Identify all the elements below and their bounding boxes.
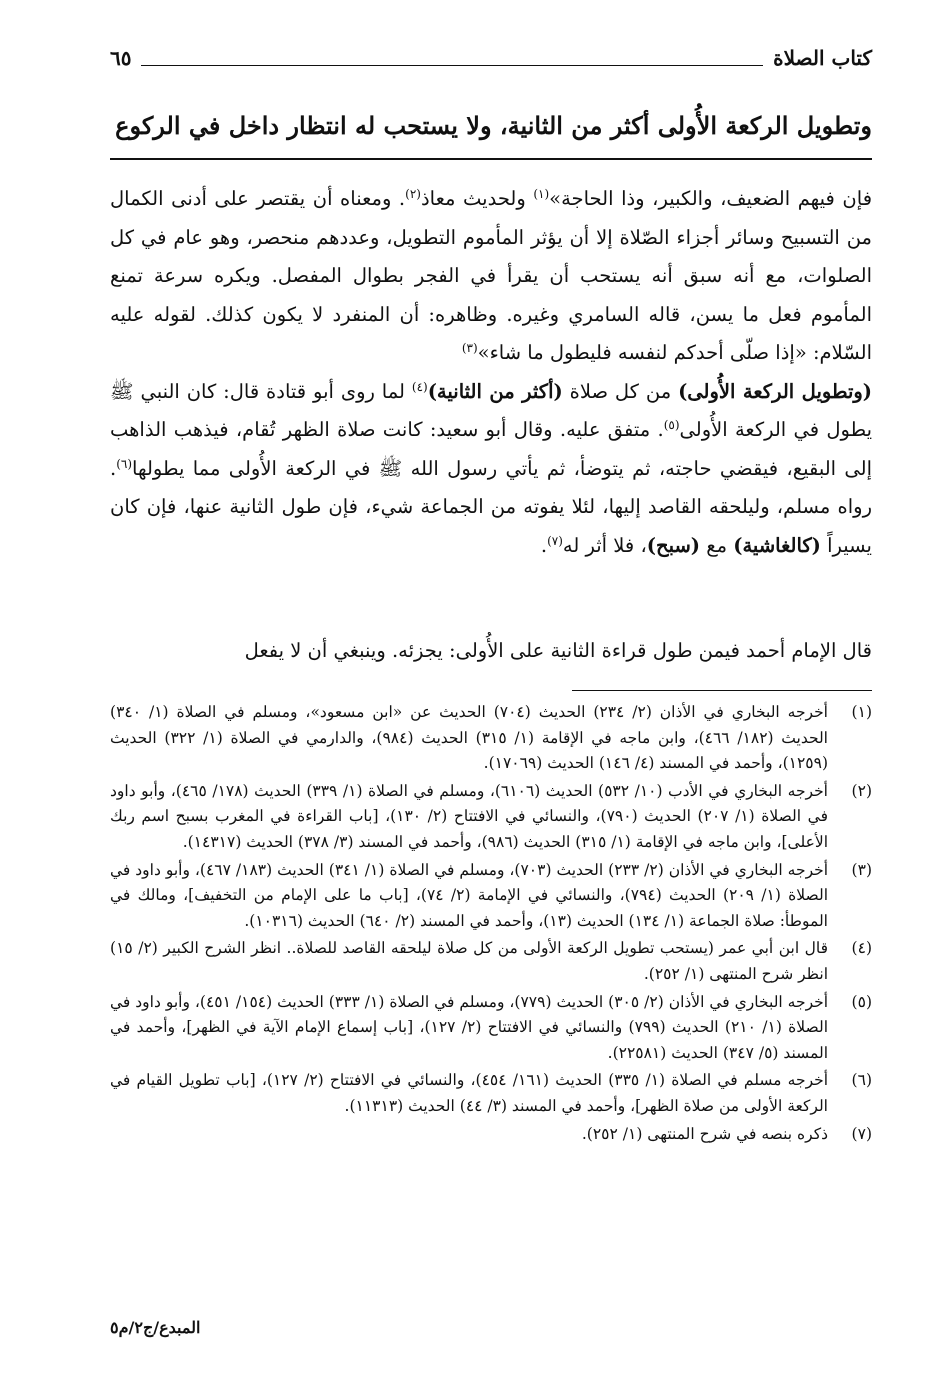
text-run: . متفق عليه. وقال أبو سعيد: كانت صلاة الظهر تُقام، فيذهب الذاهب إلى البقيع، فيقضي حاجته، ثم يتوضأ، ثم يأتي رسول الله ﷺ في الركعة الأُولى مما يطولها <box>110 418 872 480</box>
footnote-number: (٧) <box>851 1124 872 1143</box>
footnote-ref: (٦) <box>116 456 133 471</box>
matn-quote: (سبح) <box>646 533 701 557</box>
matn-quote: (أكثر من الثانية) <box>427 379 563 403</box>
footnote <box>110 1122 872 1148</box>
matn-quote: (وتطويل الركعة الأُولى) <box>678 379 873 403</box>
footnote <box>110 700 872 777</box>
paragraph-3: قال الإمام أحمد فيمن طول قراءة الثانية على الأُولى: يجزئه. وينبغي أن لا يفعل <box>244 639 872 662</box>
footnote-separator <box>572 690 872 691</box>
running-title: كتاب الصلاة <box>773 46 872 70</box>
text-run: من كل صلاة <box>562 379 679 403</box>
page-header <box>110 38 872 74</box>
footnote-number: (٥) <box>851 992 872 1011</box>
footnote-ref: (٤) <box>411 379 428 394</box>
footnote-text: أخرجه البخاري في الأذان (٢/ ٢٣٤) الحديث (٧٠٤) الحديث عن «ابن مسعود»، ومسلم في الصلاة (١/ ٣٤٠) الحديث (١٨٢/ ٤٦٦)، وابن ماجه في الإقامة (١/ ٣١٥) الحديث (٩٨٤)، والدارمي في الصلاة (١/ ٣٢٢) الحديث (١٢٥٩)، وأحمد في المسند (٤/ ١٤٦) الحديث (١٧٠٦٩). <box>110 703 828 773</box>
footnote-number: (٢) <box>851 781 872 800</box>
footnote-ref: (٥) <box>663 418 680 432</box>
footnote-text: أخرجه البخاري في الأذان (٢/ ٣٠٥) الحديث (٧٧٩)، ومسلم في الصلاة (١/ ٣٣٣) الحديث (١٥٤/ ٤٥١)، وأبو داود في الصلاة (١/ ٢١٠) الحديث (٧٩٩) والنسائي في الافتتاح (٢/ ١٢٧)، [باب إسماع الإمام الآية في الظهر]، وأحمد في المسند (٥/ ٣٤٧) الحديث (٢٢٥٨١). <box>110 992 829 1062</box>
printer-signature: المبدع/ج٢/م٥ <box>110 1318 201 1337</box>
text-run: ولحديث معاذ <box>420 187 534 210</box>
footnote-number: (٤) <box>851 939 872 958</box>
footnote-ref: (٧) <box>547 533 563 548</box>
text-run: لما روى أبو قتادة قال: كان النبي ﷺ يطول في الركعة الأُولى <box>110 379 872 441</box>
footnote-text: ذكره بنصه في شرح المنتهى (١/ ٢٥٢). <box>581 1124 828 1143</box>
text-run: مع <box>700 533 734 557</box>
footnote-ref: (٢) <box>405 187 421 201</box>
header-rule <box>141 65 763 66</box>
footnote-text: أخرجه البخاري في الأذان (٢/ ٢٣٣) الحديث (٧٠٣)، ومسلم في الصلاة (١/ ٣٤١) الحديث (١٨٣/ ٤٦٧)، وأبو داود في الصلاة (١/ ٢٠٩) الحديث (٧٩٤)، والنسائي في الإمامة (٢/ ٧٤)، [باب ما على الإمام من التخفيف]، ومالك في الموطأ: صلاة الجماعة (١/ ١٣٤) الحديث (١٣)، وأحمد في المسند (٢/ ٦٤٠) الحديث (١٠٣١٦). <box>110 860 829 930</box>
footnote-number: (٦) <box>851 1071 872 1090</box>
footnote-ref: (١) <box>533 187 550 201</box>
footnote-ref: (٣) <box>461 341 478 355</box>
footnote <box>110 936 872 987</box>
footnote-text: قال ابن أبي عمر (يستحب تطويل الركعة الأولى من كل صلاة ليلحقه القاصد للصلاة.. انظر الشرح الكبير (٢/ ١٥) انظر شرح المنتهى (١/ ٢٥٢). <box>110 939 829 983</box>
footnote-text: أخرجه مسلم في الصلاة (١/ ٣٣٥) الحديث (١٦١/ ٤٥٤)، والنسائي في الافتتاح (٢/ ١٢٧)، [باب تطويل القيام في الركعة الأولى من صلاة الظهر]، وأحمد في المسند (٣/ ٤٤) الحديث (١١٣١٣). <box>110 1071 829 1115</box>
commentary-body <box>110 180 872 565</box>
matn-quote: (كالغاشية) <box>733 533 821 557</box>
text-run: ، فلا أثر له <box>562 533 647 557</box>
footnote <box>110 990 872 1067</box>
footnotes <box>110 700 872 1149</box>
text-run: فإن فيهم الضعيف، والكبير، وذا الحاجة» <box>549 187 873 210</box>
text-run: . رواه مسلم، وليلحقه القاصد إليها، لئلا يفوته من الجماعة شيء، فإن طول الثانية عنها، فإن كان يسيراً <box>110 456 872 557</box>
footnote-number: (٣) <box>851 860 872 879</box>
matn-text: وتطويل الركعة الأُولى أكثر من الثانية، ولا يستحب له انتظار داخل في الركوع <box>110 98 872 160</box>
footnote <box>110 779 872 856</box>
paragraph-1 <box>110 180 872 373</box>
footnote <box>110 1068 872 1119</box>
footnote-number: (١) <box>851 703 872 721</box>
text-run: . ومعناه أن يقتصر على أدنى الكمال من التسبيح وسائر أجزاء الصّلاة إلا أن يؤثر المأموم التطويل، وعددهم منحصر، وهو عام في كل الصلوات، مع أنه سبق أنه يستحب أن يقرأ في الفجر بطوال المفصل. ويكره سرعة تمنع المأموم فعل ما يسن، قاله السامري وغيره. وظاهره: أن المنفرد لا يكون كذلك. لقوله عليه السّلام: «إذا صلّى أحدكم لنفسه فليطول ما شاء» <box>110 187 872 364</box>
footnote <box>110 858 872 935</box>
page-number: ٦٥ <box>110 46 132 70</box>
text-run: . <box>540 533 548 557</box>
footnote-text: أخرجه البخاري في الأدب (١٠/ ٥٣٢) الحديث (٦١٠٦)، ومسلم في الصلاة (١/ ٣٣٩) الحديث (١٧٨/ ٤٦٥)، وأبو داود في الصلاة (١/ ٢٠٧) الحديث (٧٩٠)، والنسائي في الافتتاح (٢/ ١٣٠)، [باب القراءة في المغرب بسبح اسم ربك الأعلى]، وابن ماجه في الإقامة (١/ ٣١٥) الحديث (٩٨٦)، وأحمد في المسند (٣/ ٣٧٨) الحديث (١٤٣١٧). <box>110 781 828 851</box>
paragraph-2 <box>110 373 872 566</box>
